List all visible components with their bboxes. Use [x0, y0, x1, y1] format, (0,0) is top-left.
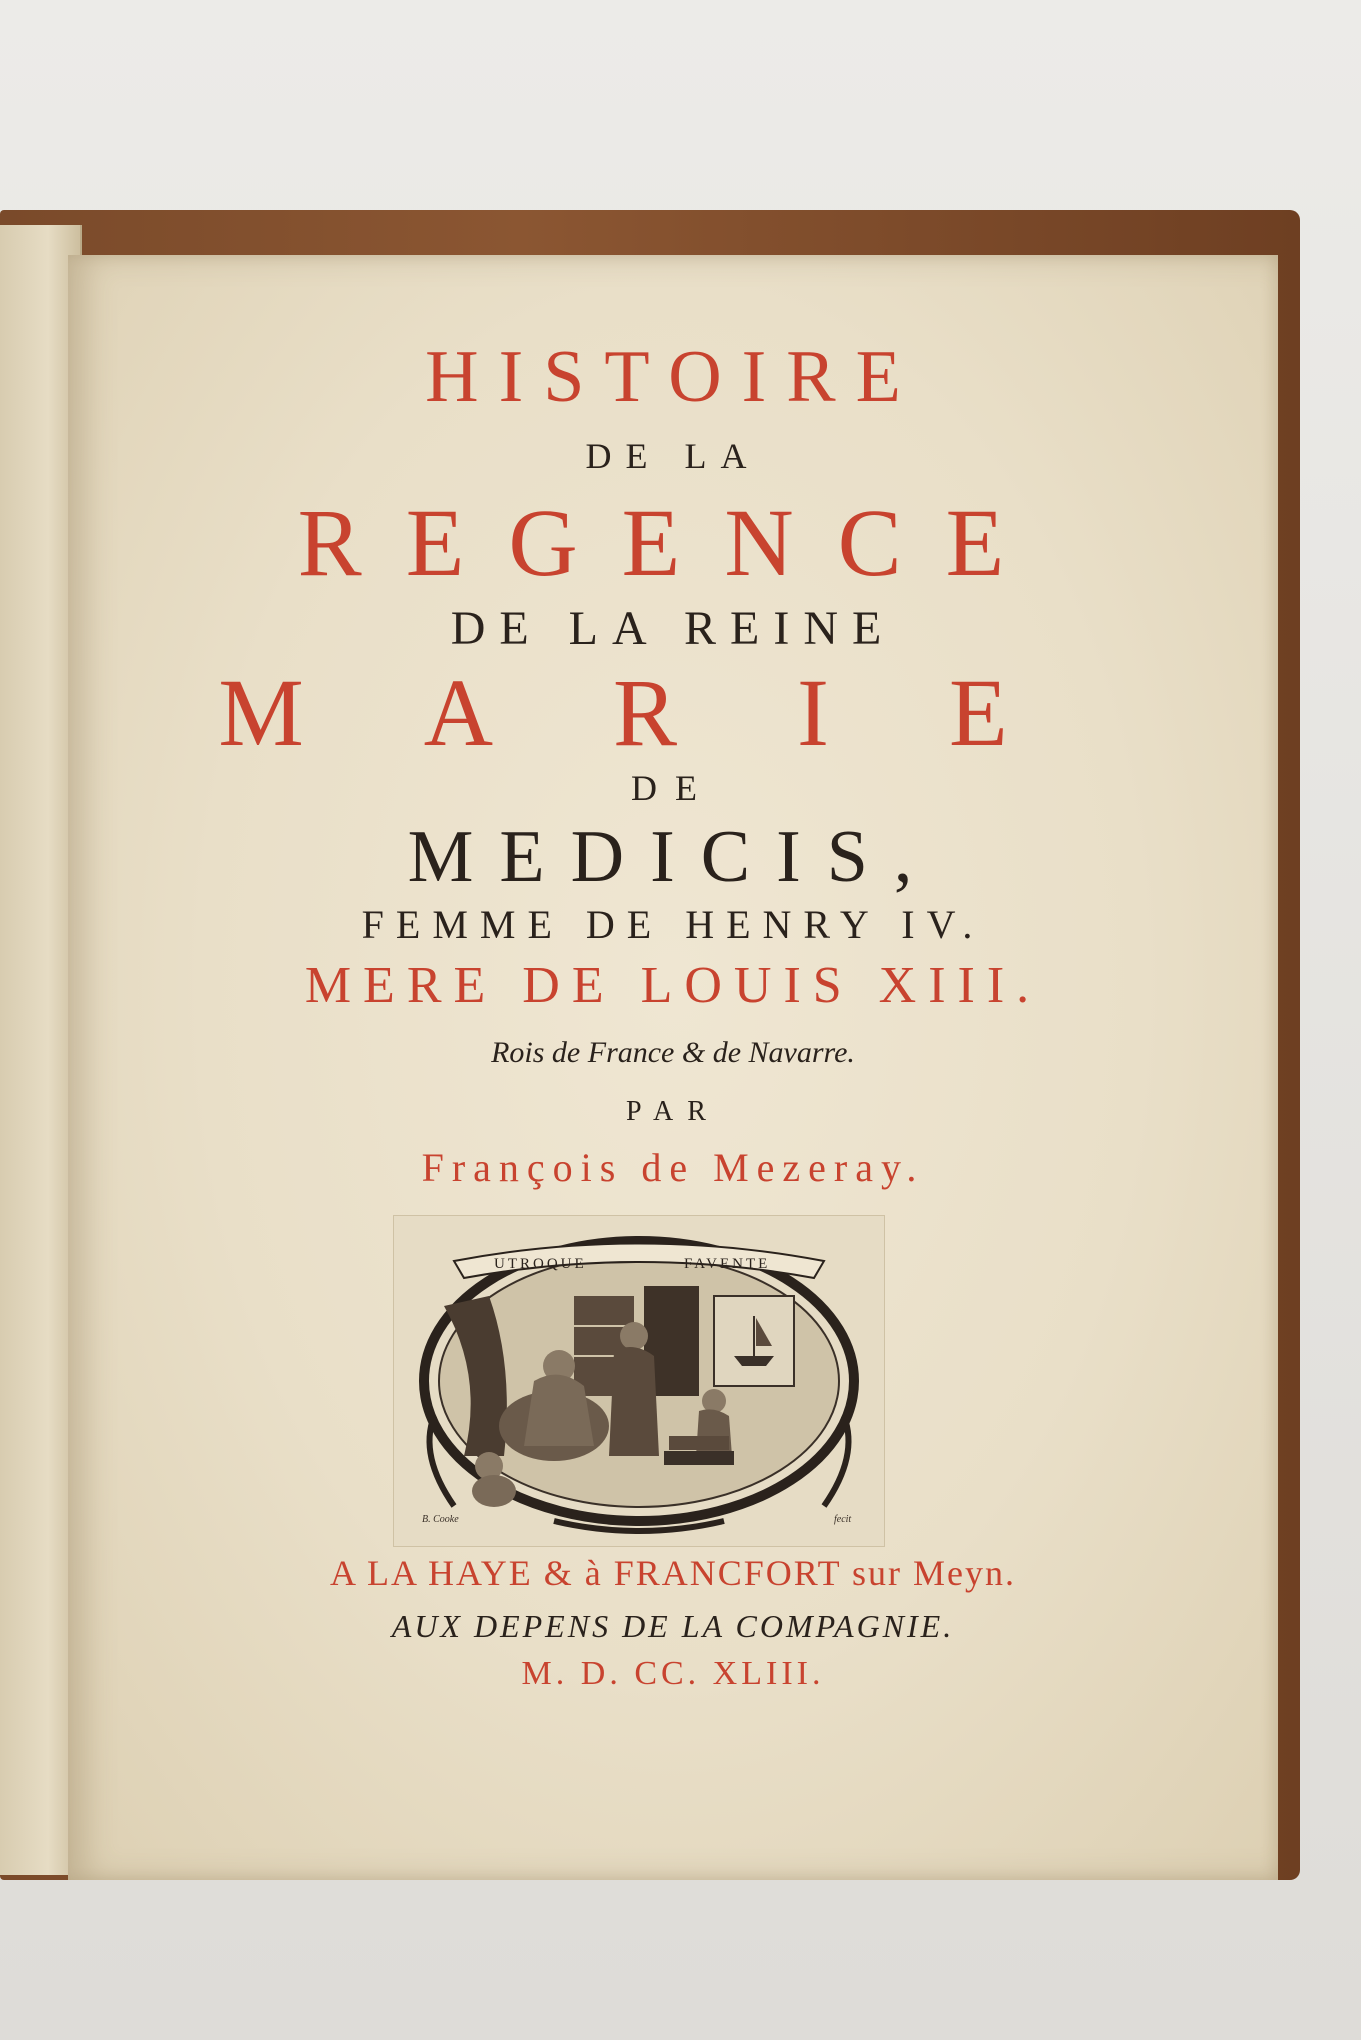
imprint-publisher: AUX DEPENS DE LA COMPAGNIE. — [391, 1608, 955, 1644]
vignette-banner-right: FAVENTE — [684, 1256, 771, 1272]
title-histoire: HISTOIRE — [425, 336, 921, 418]
title-femme-de-henry: FEMME DE HENRY IV. — [361, 902, 985, 947]
title-par: PAR — [626, 1096, 720, 1127]
title-regence: REGENCE — [297, 489, 1049, 596]
vignette-banner-left: UTROQUE — [494, 1256, 587, 1272]
imprint-date: M. D. CC. XLIII. — [521, 1655, 825, 1692]
title-marie: MARIE — [218, 659, 1128, 766]
imprint-place: A LA HAYE & à FRANCFORT sur Meyn. — [330, 1553, 1016, 1593]
title-de: DE — [631, 768, 715, 808]
vignette-engraving — [394, 1216, 884, 1546]
title-page — [68, 255, 1278, 1880]
title-de-la-reine: DE LA REINE — [450, 602, 896, 655]
title-rois: Rois de France & de Navarre. — [491, 1036, 855, 1069]
title-mere-de-louis: MERE DE LOUIS XIII. — [304, 957, 1042, 1014]
engraved-vignette — [393, 1215, 885, 1547]
title-medicis: MEDICIS, — [407, 816, 939, 898]
title-author: François de Mezeray. — [421, 1145, 925, 1190]
vignette-signature-right: fecit — [834, 1514, 852, 1525]
vignette-signature-left: B. Cooke — [422, 1514, 459, 1525]
title-de-la: DE LA — [585, 436, 761, 476]
